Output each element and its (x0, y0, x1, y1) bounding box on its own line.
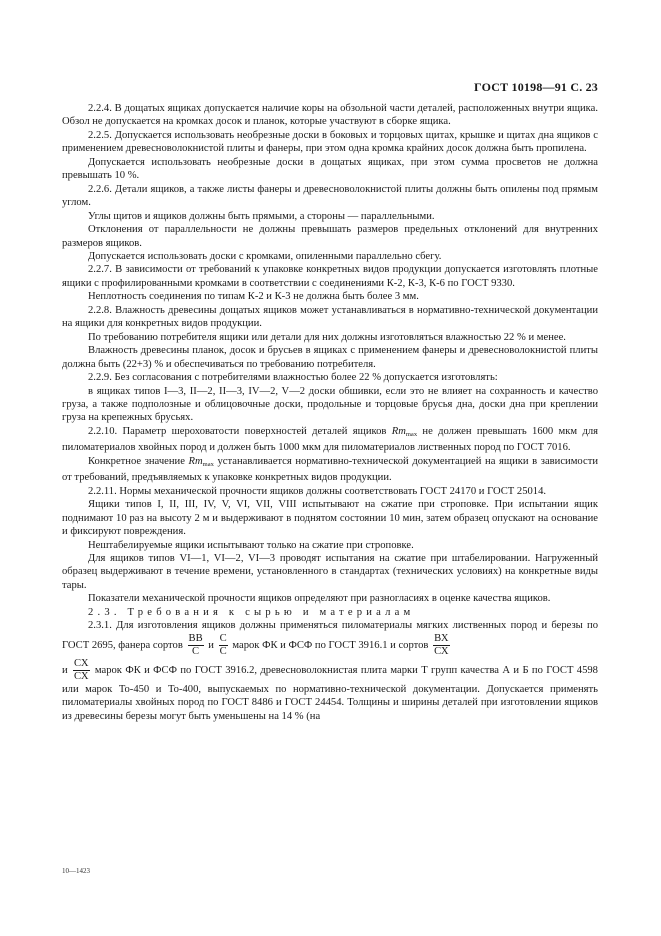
paragraph: Влажность древесины планок, досок и брусьев в ящиках с применением фанеры и древесноволокнистой плиты должна быть (22+3) % и обеспечиваться по требованию потребителя. (62, 345, 598, 370)
rm-subscript: max (405, 430, 418, 438)
paragraph-konkretnoe: Конкретное значение $Rm_{max}$ устанавливается нормативно-технической документацией на ящики в зависимости от требований, предъявляемых к упаковке конкретных видов продукции. (62, 455, 598, 484)
page-header: ГОСТ 10198—91 С. 23 (474, 80, 598, 94)
paragraph: Отклонения от параллельности не должны превышать размеров предельных отклонений для внутренних размеров ящиков. (62, 224, 598, 249)
paragraph: Ящики типов I, II, III, IV, V, VI, VII, VIII испытывают на сжатие при строповке. При испытании ящик поднимают 10 раз на высоту 2 м и выдерживают в поднятом состоянии 10 мин, затем образец опускают на основание и фиксируют повреждения. (62, 499, 598, 538)
paragraph: 2.2.4. В дощатых ящиках допускается наличие коры на обзольной части деталей, расположенных внутри ящика. Обзол не допускается на кромках досок и планок, которые участвуют в сборке ящика. (62, 103, 598, 128)
paragraph: 2.2.8. Влажность древесины дощатых ящиков может устанавливаться в нормативно-технической документации на ящики для конкретных видов продукции. (62, 304, 598, 330)
paragraph: 2.2.11. Нормы механической прочности ящиков должны соответствовать ГОСТ 24170 и ГОСТ 25014. (88, 485, 547, 497)
paragraph-2-3-1: 2.3.1. Для изготовления ящиков должны применяться пиломатериалы мягких лиственных пород и березы по ГОСТ 2695, фанера сортов $\frac{ВВ}{С}$ и $\frac{С}{С}$ марок ФК и ФСФ по ГОСТ 3916.1 и сортов $\frac{ВХ}{СХ}$ (62, 620, 598, 657)
fraction-vx-cx: $\frac{ВХ}{СХ}$ (434, 632, 449, 657)
paragraph: Для ящиков типов VI—1, VI—2, VI—3 проводят испытания на сжатие при штабелировании. Нагруженный образец выдерживают в течение времени, установленного в стандартах (технических условиях) на конкретные виды тары. (62, 552, 598, 591)
section-heading-2-3: 2.3. Требования к сырью и материалам (88, 606, 415, 618)
rm-subscript: max (202, 460, 214, 468)
paragraph: Допускается использовать доски с кромками, опиленными параллельно сбегу. (88, 250, 442, 262)
rm-symbol: Rm (188, 455, 203, 467)
paragraph: в ящиках типов I—3, II—2, II—3, IV—2, V—2 доски обшивки, если это не влияет на сохранность и качество груза, а также подполозные и облицовочные доски, продольные и торцовые брусья дна, доски дна при креплении груза на крепежных брусьях. (62, 385, 598, 424)
fraction-cx-cx: $\frac{СХ}{СХ}$ (74, 657, 89, 682)
paragraph-2-3-1-cont: и $\frac{СХ}{СХ}$ марок ФК и ФСФ по ГОСТ 3916.2, древесноволокнистая плита марки Т групп качества А и Б по ГОСТ 4598 или марок То-450 и То-400, выпускаемых по нормативно-технической документации. Допускается применять пиломатериалы хвойных пород по ГОСТ 8486 и ГОСТ 24454. Толщины и ширины деталей при изготовлении ящиков из древесины березы могут быть уменьшены на 14 % (на (62, 657, 598, 722)
paragraph: По требованию потребителя ящики или детали для них должны изготовляться влажностью 22 % и менее. (88, 331, 566, 343)
paragraph: 2.2.6. Детали ящиков, а также листы фанеры и древесноволокнистой плиты должны быть опилены под прямым углом. (62, 183, 598, 209)
paragraph: Углы щитов и ящиков должны быть прямыми, а стороны — параллельными. (88, 210, 435, 222)
paragraph: 2.2.7. В зависимости от требований к упаковке конкретных видов продукции допускается изготовлять плотные ящики с профилированными кромками в соответствии с соединениями К-2, К-3, К-6 по ГОСТ 9330. (62, 264, 598, 289)
paragraph: Допускается использовать необрезные доски в дощатых ящиках, при этом сумма просветов не должна превышать 10 %. (62, 156, 598, 182)
fraction-c-c: $\frac{С}{С}$ (219, 632, 227, 657)
paragraph: Нештабелируемые ящики испытывают только на сжатие при строповке. (88, 539, 414, 551)
page-footer-code: 10—1423 (62, 867, 90, 875)
paragraph-2-2-10: 2.2.10. Параметр шероховатости поверхностей деталей ящиков $Rm_{max}$ не должен превышать 1600 мкм для пиломатериалов хвойных пород и должен быть 1000 мкм для пиломатериалов лиственных пород по ГОСТ 7016. (62, 425, 598, 454)
paragraph: 2.2.9. Без согласования с потребителями влажностью более 22 % допускается изготовлять: (88, 372, 498, 384)
rm-symbol: Rm (391, 425, 406, 437)
paragraph: Показатели механической прочности ящиков определяют при разногласиях в оценке качества ящиков. (88, 593, 551, 605)
document-body (62, 102, 598, 723)
paragraph: Неплотность соединения по типам К-2 и К-3 не должна быть более 3 мм. (88, 291, 419, 303)
paragraph: 2.2.5. Допускается использовать необрезные доски в боковых и торцовых щитах, крышке и щитах дна ящиков с применением древесноволокнистой плиты и фанеры, при этом одна кромка крайних досок должна быть пропилена. (62, 129, 598, 155)
fraction-bb-c: $\frac{ВВ}{С}$ (188, 632, 203, 657)
